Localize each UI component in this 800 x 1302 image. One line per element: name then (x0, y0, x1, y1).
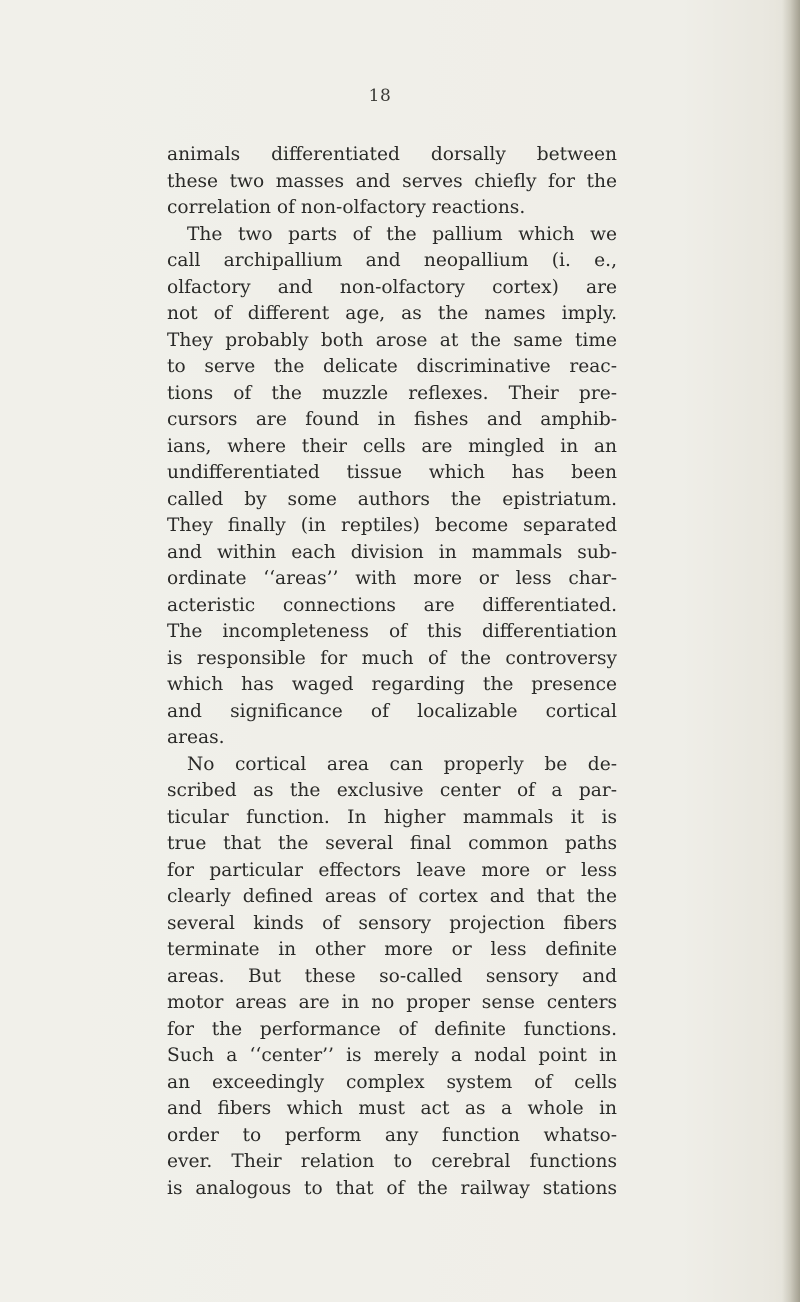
text-line: motor areas are in no proper sense centers (167, 992, 617, 1013)
text-line: olfactory and non-olfactory cortex) are (167, 276, 617, 298)
text-line: The two parts of the pallium which we (187, 223, 617, 245)
text-line: ordinate ‘‘areas’’ with more or less char- (167, 568, 617, 589)
text-line: ticular function. In higher mammals it is (167, 806, 617, 828)
text-line: ians, where their cells are mingled in an (167, 435, 617, 457)
text-line: true that the several final common paths (167, 833, 617, 854)
text-line: No cortical area can properly be de- (187, 753, 617, 775)
text-line: They finally (in reptiles) become separated (167, 515, 617, 536)
page-number: 18 (368, 86, 392, 106)
text-line: Such a ‘‘center’’ is merely a nodal point in (167, 1045, 617, 1066)
text-line: correlation of non-olfactory reactions. (167, 197, 526, 218)
text-line: and fibers which must act as a whole in (167, 1098, 617, 1119)
text-line: called by some authors the epistriatum. (167, 488, 617, 510)
text-line: for particular effectors leave more or less (167, 859, 617, 881)
text-line: to serve the delicate discriminative reac- (167, 356, 617, 377)
text-line: clearly defined areas of cortex and that the (167, 886, 617, 907)
text-line: order to perform any function whatso- (167, 1124, 617, 1146)
text-line: acteristic connections are differentiated. (167, 594, 617, 616)
text-line: is responsible for much of the controversy (167, 647, 617, 669)
text-line: animals differentiated dorsally between (167, 144, 617, 165)
text-line: cursors are found in fishes and amphib- (167, 409, 617, 430)
text-line: areas. But these so-called sensory and (167, 965, 617, 987)
text-line: scribed as the exclusive center of a par- (167, 780, 617, 801)
page-edge-shadow (782, 0, 800, 1302)
text-line: areas. (167, 727, 225, 748)
text-line: call archipallium and neopallium (i. e., (167, 250, 617, 271)
text-line: which has waged regarding the presence (167, 674, 617, 695)
text-line: terminate in other more or less definite (167, 939, 617, 960)
text-line: not of different age, as the names imply. (167, 303, 617, 324)
text-line: They probably both arose at the same time (167, 329, 617, 351)
text-line: undifferentiated tissue which has been (167, 462, 617, 483)
text-line: tions of the muzzle reflexes. Their pre- (167, 382, 617, 404)
text-line: and significance of localizable cortical (167, 700, 617, 722)
text-line: an exceedingly complex system of cells (167, 1071, 617, 1093)
text-line: ever. Their relation to cerebral functions (167, 1151, 617, 1172)
text-line: several kinds of sensory projection fibers (167, 912, 617, 934)
text-line: The incompleteness of this differentiation (167, 621, 617, 642)
text-line: these two masses and serves chiefly for the (167, 170, 617, 192)
body-text (167, 142, 617, 1202)
text-line: for the performance of definite functions. (167, 1018, 617, 1040)
text-line: is analogous to that of the railway stations (167, 1177, 617, 1199)
text-line: and within each division in mammals sub- (167, 541, 617, 563)
